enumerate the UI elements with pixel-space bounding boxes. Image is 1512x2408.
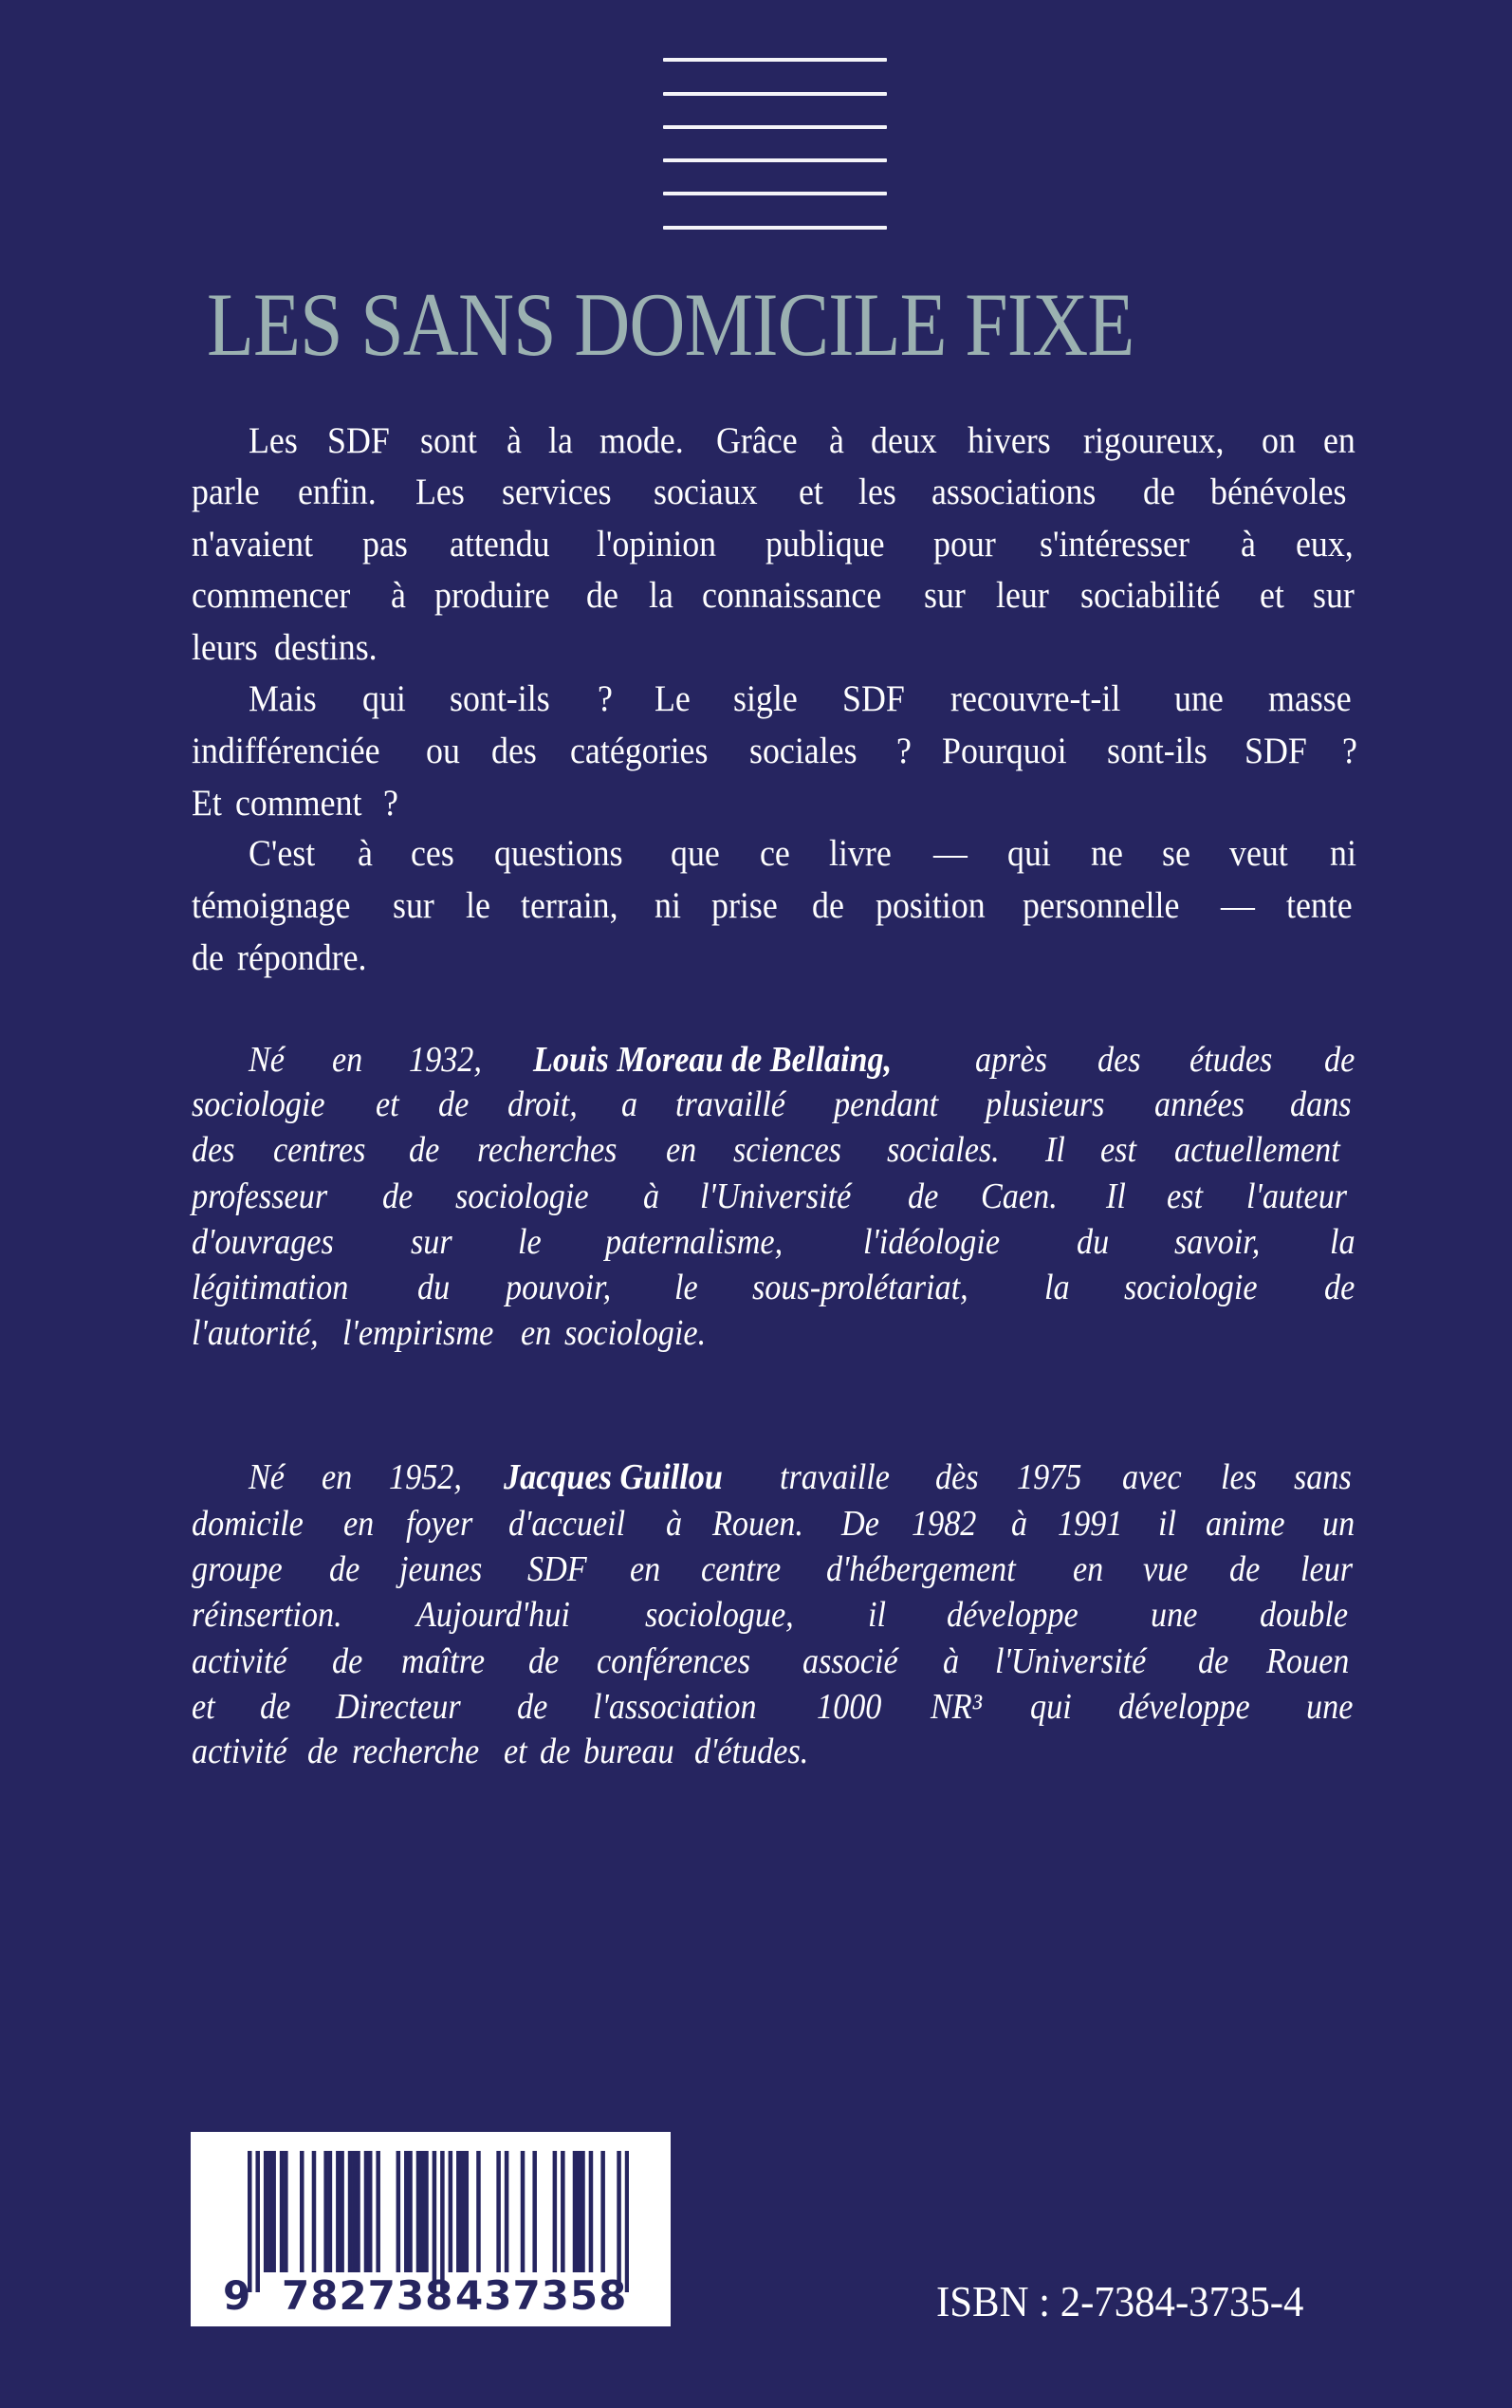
- word: la: [547, 420, 573, 461]
- word: Il: [1044, 1130, 1065, 1170]
- word: les: [857, 472, 896, 512]
- word: sans: [1294, 1457, 1353, 1497]
- word: développe: [1117, 1687, 1250, 1727]
- word: mode.: [599, 420, 684, 461]
- word: SDF: [842, 678, 905, 719]
- word: développe: [946, 1595, 1079, 1635]
- word: Aujourd'hui: [416, 1595, 571, 1635]
- text-line: [192, 472, 1358, 525]
- word: d'ouvrages: [192, 1222, 334, 1262]
- word: et: [799, 472, 824, 512]
- word: eux,: [1295, 524, 1354, 565]
- word: pouvoir,: [506, 1268, 612, 1307]
- word: vue: [1143, 1549, 1189, 1589]
- word: Rouen.: [711, 1504, 803, 1544]
- word: sociales.: [886, 1130, 1000, 1170]
- word: en: [331, 1040, 362, 1080]
- word: des: [1097, 1040, 1142, 1080]
- word: on: [1261, 420, 1296, 461]
- word: C'est: [249, 833, 316, 874]
- text-line: [192, 524, 1358, 577]
- text-line: [192, 783, 1358, 836]
- word: 1982: [911, 1504, 977, 1544]
- word: avec: [1121, 1457, 1182, 1497]
- word: Le: [654, 678, 691, 719]
- word: personnelle: [1022, 885, 1180, 926]
- word: Directeur: [336, 1687, 461, 1727]
- text-line: [192, 731, 1358, 784]
- decorative-line: [663, 58, 887, 62]
- text-line: [249, 420, 1358, 473]
- word: une: [1174, 678, 1225, 719]
- word: sociologie: [455, 1176, 589, 1216]
- word: la: [648, 575, 673, 616]
- word: paternalisme,: [605, 1222, 784, 1262]
- word: prise: [711, 885, 779, 926]
- word: que: [670, 833, 720, 874]
- word: après: [974, 1040, 1047, 1080]
- word: —: [1221, 885, 1256, 926]
- word: SDF: [527, 1549, 588, 1589]
- word: à: [1241, 524, 1257, 565]
- word: de: [586, 575, 619, 616]
- word: une: [1306, 1687, 1354, 1727]
- word: en: [343, 1504, 375, 1544]
- word: livre: [829, 833, 893, 874]
- word: a: [621, 1084, 638, 1124]
- author-name: Louis Moreau de Bellaing,: [532, 1040, 893, 1080]
- word: et: [192, 1687, 215, 1727]
- word: 1932,: [409, 1040, 482, 1080]
- word: Né: [249, 1457, 285, 1497]
- text-line: [249, 833, 1358, 886]
- word: du: [1077, 1222, 1110, 1262]
- text-line: [192, 575, 1358, 628]
- text-line: [249, 1456, 1358, 1510]
- word: pour: [932, 524, 996, 565]
- word: professeur: [192, 1176, 328, 1216]
- word: qui: [361, 678, 406, 719]
- word: à: [642, 1176, 659, 1216]
- word: le: [466, 885, 491, 926]
- word: à: [507, 420, 522, 461]
- word: enfin.: [298, 472, 377, 512]
- word: centre: [700, 1549, 781, 1589]
- word: de: [1229, 1549, 1261, 1589]
- word: d'études.: [694, 1732, 809, 1771]
- author-name: Jacques Guillou: [503, 1457, 723, 1497]
- text-line: [192, 1129, 1358, 1182]
- decorative-line: [663, 125, 887, 129]
- word: en: [630, 1549, 661, 1589]
- word: de: [1324, 1040, 1355, 1080]
- decorative-line: [663, 226, 887, 230]
- word: destins.: [273, 627, 378, 668]
- word: indifférenciée: [192, 731, 380, 771]
- word: actuellement: [1173, 1130, 1340, 1170]
- word: de: [328, 1549, 360, 1589]
- word: services: [501, 472, 612, 512]
- word: ce: [760, 833, 791, 874]
- word: conférences: [597, 1641, 751, 1681]
- word: masse: [1267, 678, 1352, 719]
- word: sur: [1313, 575, 1355, 616]
- word: jeunes: [398, 1549, 483, 1589]
- word: SDF: [1245, 731, 1308, 771]
- word: de: [539, 1732, 571, 1771]
- word: la: [1330, 1222, 1355, 1262]
- word: rigoureux,: [1083, 420, 1225, 461]
- text-line: [192, 937, 1358, 991]
- word: centres: [272, 1130, 366, 1170]
- word: plusieurs: [986, 1084, 1105, 1124]
- word: Grâce: [716, 420, 798, 461]
- word: SDF: [326, 420, 390, 461]
- word: sociologie: [1124, 1268, 1258, 1307]
- word: Caen.: [981, 1176, 1059, 1216]
- word: De: [840, 1504, 879, 1544]
- word: —: [933, 833, 968, 874]
- word: l'idéologie: [863, 1222, 1001, 1262]
- barcode-digit-first: 9: [223, 2272, 252, 2319]
- text-line: [192, 885, 1358, 938]
- word: de: [259, 1687, 291, 1727]
- word: et: [1259, 575, 1284, 616]
- word: travaille: [780, 1457, 891, 1497]
- word: de: [192, 937, 224, 978]
- word: l'association: [592, 1687, 757, 1727]
- word: catégories: [570, 731, 709, 771]
- word: veut: [1229, 833, 1288, 874]
- word: sociales: [749, 731, 857, 771]
- word: ne: [1090, 833, 1123, 874]
- word: et: [503, 1732, 527, 1771]
- word: activité: [192, 1641, 287, 1681]
- word: travaillé: [675, 1084, 786, 1124]
- book-title-text: LES SANS DOMICILE FIXE: [207, 274, 1134, 375]
- word: est: [1167, 1176, 1204, 1216]
- barcode-digits-left: 782738: [282, 2272, 454, 2319]
- word: 1975: [1016, 1457, 1081, 1497]
- isbn-text: ISBN : 2-7384-3735-4: [936, 2277, 1304, 2325]
- word: publique: [765, 524, 885, 565]
- word: à: [391, 575, 407, 616]
- word: qui: [1006, 833, 1051, 874]
- word: commencer: [192, 575, 351, 616]
- word: de: [307, 1732, 339, 1771]
- word: associé: [802, 1641, 898, 1681]
- word: sociologie.: [564, 1313, 707, 1353]
- word: bureau: [583, 1732, 674, 1771]
- decorative-line: [663, 92, 887, 96]
- word: années: [1153, 1084, 1245, 1124]
- word: sont-ils: [1106, 731, 1208, 771]
- word: bénévoles: [1209, 472, 1347, 512]
- word: leur: [1300, 1549, 1353, 1589]
- word: l'empirisme: [342, 1313, 494, 1353]
- word: l'auteur: [1246, 1176, 1348, 1216]
- word: pendant: [834, 1084, 939, 1124]
- word: Les: [249, 420, 298, 461]
- text-line: [249, 678, 1358, 732]
- barcode-digits-right: 437358: [455, 2272, 628, 2319]
- word: sous-prolétariat,: [752, 1268, 968, 1307]
- word: foyer: [405, 1504, 473, 1544]
- word: sigle: [732, 678, 798, 719]
- word: se: [1162, 833, 1191, 874]
- word: ni: [655, 885, 682, 926]
- word: la: [1043, 1268, 1070, 1307]
- word: l'Université: [995, 1641, 1147, 1681]
- word: de: [527, 1641, 560, 1681]
- word: groupe: [192, 1549, 283, 1589]
- word: Mais: [249, 678, 317, 719]
- word: légitimation: [192, 1268, 349, 1307]
- word: de: [332, 1641, 363, 1681]
- word: sociaux: [653, 472, 758, 512]
- isbn: [936, 2275, 1359, 2328]
- word: position: [875, 885, 986, 926]
- word: l'opinion: [597, 524, 717, 565]
- word: de: [1197, 1641, 1228, 1681]
- word: pas: [361, 524, 408, 565]
- word: associations: [931, 472, 1097, 512]
- word: d'accueil: [507, 1504, 625, 1544]
- word: sur: [924, 575, 966, 616]
- word: de: [409, 1130, 440, 1170]
- word: en: [665, 1130, 697, 1170]
- word: 1952,: [389, 1457, 463, 1497]
- word: activité: [192, 1732, 287, 1771]
- word: anime: [1206, 1504, 1285, 1544]
- word: domicile: [192, 1504, 304, 1544]
- word: témoignage: [192, 885, 351, 926]
- word: en: [1073, 1549, 1104, 1589]
- word: à: [666, 1504, 683, 1544]
- word: études: [1189, 1040, 1272, 1080]
- word: 1991: [1058, 1504, 1123, 1544]
- word: s'intéresser: [1039, 524, 1189, 565]
- word: sont: [419, 420, 477, 461]
- word: de: [1324, 1268, 1355, 1307]
- word: Rouen: [1265, 1641, 1350, 1681]
- word: NR³: [931, 1687, 983, 1727]
- word: un: [1321, 1504, 1355, 1544]
- word: hivers: [968, 420, 1052, 461]
- word: de: [516, 1687, 548, 1727]
- word: à: [357, 833, 373, 874]
- word: l'autorité,: [192, 1313, 319, 1353]
- word: le: [518, 1222, 542, 1262]
- word: sur: [392, 885, 434, 926]
- word: en: [1323, 420, 1356, 461]
- word: qui: [1029, 1687, 1072, 1727]
- word: est: [1100, 1130, 1137, 1170]
- word: sont-ils: [449, 678, 550, 719]
- word: sociologie: [192, 1084, 325, 1124]
- word: ni: [1329, 833, 1356, 874]
- word: 1000: [817, 1687, 882, 1727]
- word: sciences: [732, 1130, 841, 1170]
- word: des: [192, 1130, 235, 1170]
- word: à: [1011, 1504, 1028, 1544]
- word: répondre.: [236, 937, 367, 978]
- word: deux: [871, 420, 937, 461]
- word: en: [520, 1313, 552, 1353]
- decorative-line: [663, 192, 887, 195]
- word: les: [1221, 1457, 1258, 1497]
- word: produire: [433, 575, 550, 616]
- word: et: [376, 1084, 399, 1124]
- text-line: [192, 1312, 1358, 1365]
- word: double: [1260, 1595, 1349, 1635]
- word: savoir,: [1173, 1222, 1260, 1262]
- word: parle: [192, 472, 260, 512]
- word: comment: [234, 783, 362, 824]
- word: Il: [1105, 1176, 1126, 1216]
- word: ?: [598, 678, 614, 719]
- decorative-line: [663, 158, 887, 162]
- word: connaissance: [702, 575, 882, 616]
- word: questions: [493, 833, 623, 874]
- word: il: [868, 1595, 887, 1635]
- word: des: [491, 731, 538, 771]
- book-title: [207, 274, 1350, 375]
- word: recherche: [351, 1732, 480, 1771]
- barcode-digits: [204, 2272, 650, 2320]
- word: maître: [400, 1641, 485, 1681]
- word: le: [674, 1268, 698, 1307]
- barcode: [191, 2132, 671, 2326]
- word: ?: [1341, 731, 1357, 771]
- word: du: [417, 1268, 451, 1307]
- word: ces: [410, 833, 454, 874]
- word: attendu: [450, 524, 550, 565]
- word: de: [437, 1084, 469, 1124]
- word: dans: [1290, 1084, 1352, 1124]
- text-line: [192, 1731, 1358, 1784]
- word: dès: [934, 1457, 979, 1497]
- word: leur: [996, 575, 1049, 616]
- word: de: [907, 1176, 939, 1216]
- word: ou: [425, 731, 460, 771]
- word: en: [322, 1457, 353, 1497]
- text-line: [192, 1594, 1358, 1647]
- word: de: [1142, 472, 1175, 512]
- word: tente: [1286, 885, 1353, 926]
- word: sociologue,: [645, 1595, 794, 1635]
- word: l'Université: [700, 1176, 852, 1216]
- word: à: [942, 1641, 959, 1681]
- word: réinsertion.: [192, 1595, 342, 1635]
- word: terrain,: [521, 885, 618, 926]
- word: ?: [895, 731, 912, 771]
- word: sur: [410, 1222, 452, 1262]
- word: Et: [192, 783, 222, 824]
- word: Les: [415, 472, 466, 512]
- word: Né: [249, 1040, 285, 1080]
- word: leurs: [192, 627, 258, 668]
- word: une: [1150, 1595, 1197, 1635]
- word: de: [811, 885, 844, 926]
- text-line: [192, 627, 1358, 680]
- word: ?: [382, 783, 398, 824]
- word: à: [829, 420, 845, 461]
- word: de: [381, 1176, 413, 1216]
- word: Pourquoi: [941, 731, 1067, 771]
- word: droit,: [507, 1084, 579, 1124]
- word: il: [1157, 1504, 1176, 1544]
- word: sociabilité: [1080, 575, 1221, 616]
- word: recherches: [476, 1130, 618, 1170]
- word: d'hébergement: [825, 1549, 1016, 1589]
- word: n'avaient: [192, 524, 314, 565]
- word: recouvre-t-il: [950, 678, 1120, 719]
